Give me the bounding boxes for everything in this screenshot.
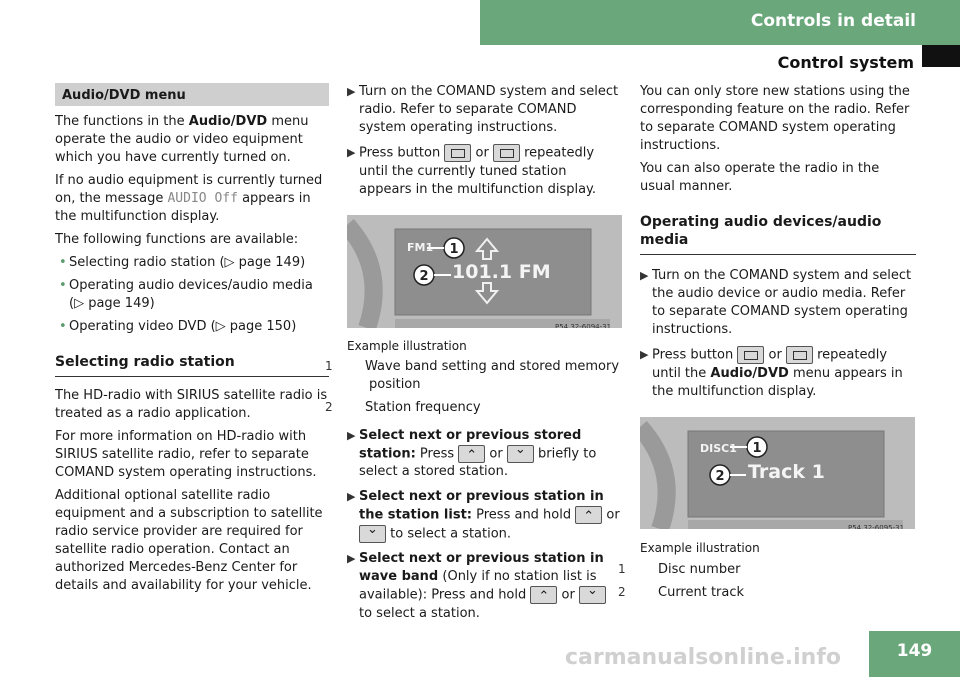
svg-text:2: 2 [419, 268, 429, 284]
paragraph: The HD-radio with SIRIUS satellite radio is treated as a radio application. [55, 388, 328, 421]
paragraph: Additional optional satellite radio equipment and a subscription to satellite radio service provider are required for satellite radio operation. Contact an authorized Mercedes-Benz Center for details and availability for your vehicle. [55, 488, 323, 593]
page-number: 149 [869, 631, 960, 677]
display-button-icon [786, 346, 813, 364]
display-button-icon [737, 346, 764, 364]
svg-text:1: 1 [449, 241, 459, 257]
paragraph: If no audio equipment is currently turned on, the message AUDIO Off appears in the multifunction display. [55, 173, 323, 224]
operating-audio-heading: Operating audio devices/audio media [640, 213, 916, 255]
track-readout: Track 1 [748, 460, 825, 483]
arrow-down-button-icon [359, 525, 386, 543]
column-left [55, 83, 329, 600]
band-label: FM1 [407, 240, 434, 254]
arrow-up-button-icon [458, 445, 485, 463]
arrow-down-button-icon [579, 586, 606, 604]
thumb-tab [922, 45, 960, 67]
radio-display-figure [347, 215, 622, 328]
figure-caption: Example illustration [640, 540, 760, 555]
chapter-title: Controls in detail [750, 11, 916, 31]
disc-label: DISC1 [700, 441, 737, 455]
arrow-up-button-icon [530, 586, 557, 604]
instruction-step: ▶ Select next or previous stored station: Press ⌃ or ⌄ briefly to select a stored station. [347, 427, 623, 482]
watermark: carmanualsonline.info [565, 645, 841, 670]
figure-code: P54.32-6095-31 [848, 523, 905, 529]
display-button-icon [444, 144, 471, 162]
svg-text:1: 1 [752, 440, 762, 456]
legend-item: 1 Disc number [618, 561, 741, 577]
list-item: • Operating audio devices/audio media (▷ page 149) [59, 278, 313, 311]
column-middle [325, 83, 623, 630]
instruction-step: ▶ Select next or previous station in the station list: Press and hold ⌃ or ⌄ to select a station. [347, 488, 623, 543]
paragraph: You can only store new stations using the corresponding feature on the radio. Refer to separate COMAND system operating instructions. [640, 84, 910, 153]
arrow-down-button-icon [507, 445, 534, 463]
section-title: Control system [777, 53, 914, 72]
svg-text:2: 2 [715, 468, 725, 484]
audio-display-figure [640, 417, 915, 529]
instruction-step: ▶ Turn on the COMAND system and select radio. Refer to separate COMAND system operating instructions. [347, 84, 619, 135]
legend-item: 1 Wave band setting and stored memory position [325, 358, 620, 392]
instruction-step: ▶ Turn on the COMAND system and select the audio device or audio media. Refer to separate COMAND system operating instructions. [640, 268, 912, 337]
figure-caption: Example illustration [347, 338, 467, 353]
instruction-step: ▶ Press button or repeatedly until the currently tuned station appears in the multifunction display. [347, 145, 597, 197]
list-item: • Selecting radio station (▷ page 149) [59, 255, 306, 270]
display-button-icon [493, 144, 520, 162]
paragraph: The functions in the Audio/DVD menu operate the audio or video equipment which you have currently turned on. [55, 114, 309, 165]
legend-item: 2 Current track [618, 584, 745, 600]
paragraph: The following functions are available: [55, 232, 299, 247]
arrow-up-button-icon [575, 506, 602, 524]
display-message: AUDIO Off [167, 191, 238, 206]
column-right [618, 83, 916, 606]
paragraph: For more information on HD-radio with SIRIUS satellite radio, refer to separate COMAND system operating instructions. [55, 429, 317, 480]
instruction-step: ▶ Press button or repeatedly until the Audio/DVD menu appears in the multifunction display. [640, 347, 903, 399]
audio-dvd-menu-bar: Audio/DVD menu [55, 83, 329, 106]
list-item: • Operating video DVD (▷ page 150) [59, 319, 297, 334]
figure-code: P54.32-6094-31 [555, 322, 612, 328]
instruction-step: ▶ Select next or previous station in wave band (Only if no station list is available): Press and hold ⌃ or ⌄ to select a station. [347, 550, 623, 623]
legend-item: 2 Station frequency [325, 399, 481, 415]
selecting-radio-heading: Selecting radio station [55, 353, 329, 377]
paragraph: You can also operate the radio in the usual manner. [640, 161, 880, 194]
frequency-readout: 101.1 FM [452, 260, 551, 283]
